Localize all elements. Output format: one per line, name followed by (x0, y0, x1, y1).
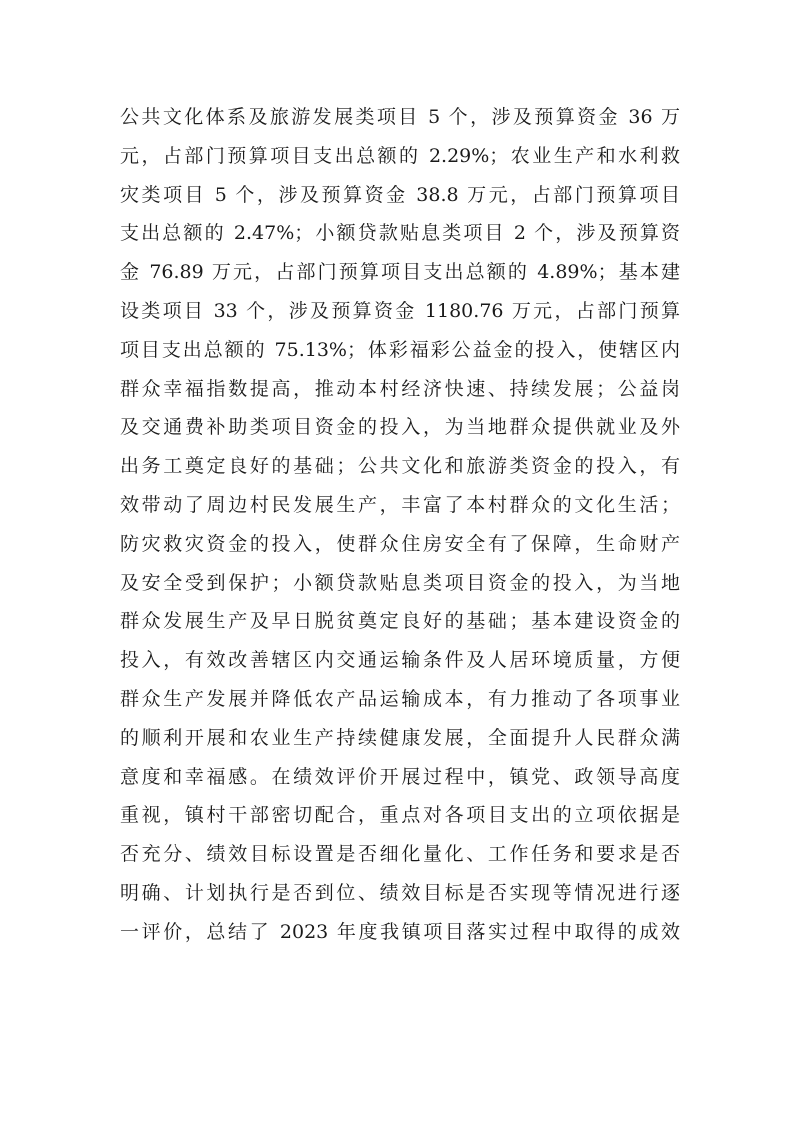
text-line: 出务工奠定良好的基础；公共文化和旅游类资金的投入，有 (120, 455, 680, 478)
text-line: 效带动了周边村民发展生产，丰富了本村群众的文化生活； (120, 493, 680, 516)
text-line: 设类项目 33 个，涉及预算资金 1180.76 万元，占部门预算 (120, 299, 680, 322)
text-line: 一评价，总结了 2023 年度我镇项目落实过程中取得的成效 (120, 920, 680, 943)
text-line: 及交通费补助类项目资金的投入，为当地群众提供就业及外 (120, 416, 680, 439)
text-line: 的顺利开展和农业生产持续健康发展，全面提升人民群众满 (120, 726, 680, 749)
text-line: 群众发展生产及早日脱贫奠定良好的基础；基本建设资金的 (120, 610, 680, 633)
text-line: 及安全受到保护；小额贷款贴息类项目资金的投入，为当地 (120, 571, 680, 594)
text-line: 金 76.89 万元，占部门预算项目支出总额的 4.89%；基本建 (120, 261, 680, 284)
text-line: 公共文化体系及旅游发展类项目 5 个，涉及预算资金 36 万 (120, 106, 680, 128)
text-line: 否充分、绩效目标设置是否细化量化、工作任务和要求是否 (120, 843, 680, 866)
text-line: 重视，镇村干部密切配合，重点对各项目支出的立项依据是 (120, 804, 680, 827)
text-line: 支出总额的 2.47%；小额贷款贴息类项目 2 个，涉及预算资 (120, 222, 680, 245)
text-line: 群众幸福指数提高，推动本村经济快速、持续发展；公益岗 (120, 377, 680, 400)
text-line: 投入，有效改善辖区内交通运输条件及人居环境质量，方便 (120, 649, 680, 672)
text-line: 项目支出总额的 75.13%；体彩福彩公益金的投入，使辖区内 (120, 338, 680, 361)
text-line: 元，占部门预算项目支出总额的 2.29%；农业生产和水利救 (120, 144, 680, 167)
text-line: 防灾救灾资金的投入，使群众住房安全有了保障，生命财产 (120, 532, 680, 555)
text-line: 灾类项目 5 个，涉及预算资金 38.8 万元，占部门预算项目 (120, 183, 680, 206)
text-line: 群众生产发展并降低农产品运输成本，有力推动了各项事业 (120, 687, 680, 710)
text-line: 明确、计划执行是否到位、绩效目标是否实现等情况进行逐 (120, 881, 680, 904)
body-paragraph (120, 98, 680, 952)
text-line: 意度和幸福感。在绩效评价开展过程中，镇党、政领导高度 (120, 765, 680, 788)
